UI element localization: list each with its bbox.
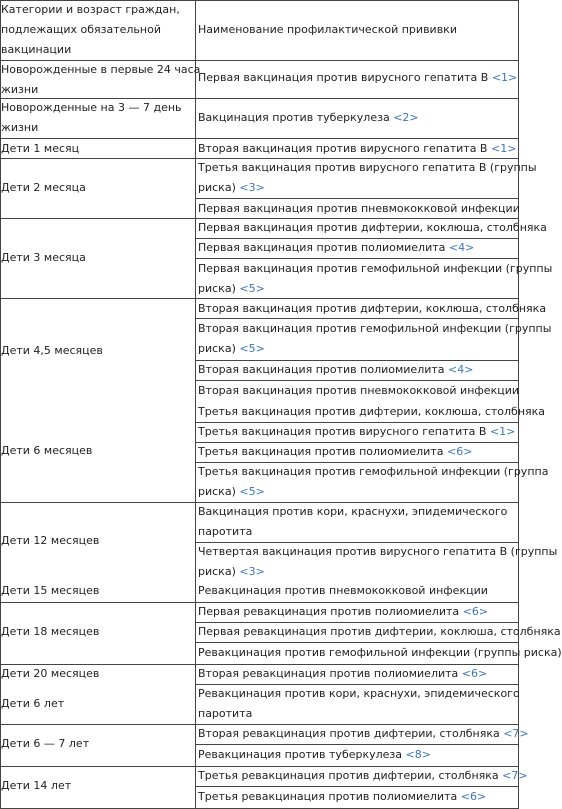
- vaccination-cell: [198, 766, 528, 786]
- vaccination-cell: [198, 319, 551, 359]
- vaccination-text: Четвертая вакцинация против вирусного гепатита В (группы: [198, 545, 558, 558]
- header-category-line: Категории и возраст граждан,: [1, 3, 180, 16]
- category-cell: Дети 20 месяцев: [1, 667, 100, 680]
- vaccination-text: Третья вакцинация против вирусного гепатита В (группы: [198, 161, 537, 174]
- vaccination-text: Третья вакцинация против полиомиелита: [198, 445, 447, 458]
- vaccination-cell: [198, 724, 529, 744]
- vaccination-text: Ревакцинация против кори, краснухи, эпидемического: [198, 687, 520, 700]
- vaccination-cell: Первая вакцинация против дифтерии, коклюша, столбняка: [198, 221, 547, 234]
- vaccination-text: риска): [198, 181, 240, 194]
- footnote-link[interactable]: <6>: [446, 445, 473, 458]
- vaccination-cell: [198, 360, 473, 380]
- vaccination-text: Третья ревакцинация против дифтерии, столбняка: [198, 769, 503, 782]
- vaccination-text: Вторая ревакцинация против полиомиелита: [198, 667, 462, 680]
- vaccination-cell: [198, 462, 548, 502]
- vaccination-text: Вторая вакцинация против полиомиелита: [198, 363, 449, 376]
- vaccination-cell: [198, 502, 507, 542]
- column-divider: [195, 0, 196, 809]
- category-cell: Дети 18 месяцев: [1, 625, 100, 638]
- vaccination-cell: Третья вакцинация против дифтерии, коклюша, столбняка: [198, 405, 546, 418]
- footnote-link[interactable]: <4>: [448, 241, 475, 254]
- footnote-link[interactable]: <7>: [503, 727, 529, 740]
- header-category-line: подлежащих обязательной: [1, 23, 161, 36]
- header-vaccination: [198, 20, 457, 40]
- vaccination-cell: [198, 158, 537, 198]
- header-category-line: вакцинации: [1, 43, 72, 56]
- footnote-link[interactable]: <1>: [491, 71, 518, 84]
- vaccination-text: риска): [198, 565, 240, 578]
- vaccination-text: Вторая вакцинация против вирусного гепатита В: [198, 142, 491, 155]
- vaccination-text: риска): [198, 485, 240, 498]
- category-cell: Дети 3 месяца: [1, 251, 86, 264]
- vaccination-cell: Вторая вакцинация против дифтерии, коклюша, столбняка: [198, 302, 547, 315]
- vaccination-cell: [198, 442, 472, 462]
- vaccination-text: Первая вакцинация против полиомиелита: [198, 241, 449, 254]
- vaccination-text: Первая вакцинация против вирусного гепатита В: [198, 71, 492, 84]
- vaccination-cell: [198, 684, 520, 724]
- footnote-link[interactable]: <8>: [405, 748, 431, 761]
- vaccination-text: паротита: [198, 707, 253, 720]
- footnote-link[interactable]: <1>: [489, 425, 516, 438]
- vaccination-text: Ревакцинация против туберкулеза: [198, 748, 406, 761]
- footnote-link[interactable]: <3>: [239, 181, 265, 194]
- footnote-link[interactable]: <4>: [448, 363, 474, 376]
- vaccination-text: Вторая ревакцинация против дифтерии, столбняка: [198, 727, 504, 740]
- vaccination-cell: [198, 787, 486, 807]
- category-cell: [1, 60, 200, 100]
- category-cell: Дети 2 месяца: [1, 181, 86, 194]
- vaccination-cell: [198, 422, 515, 442]
- category-cell: Дети 6 лет: [1, 697, 65, 710]
- vaccination-text: Вакцинация против туберкулеза: [198, 111, 394, 124]
- category-cell: Дети 4,5 месяцев: [1, 344, 103, 357]
- footnote-link[interactable]: <2>: [393, 111, 419, 124]
- vaccination-text: Вакцинация против кори, краснухи, эпидемического: [198, 505, 508, 518]
- vaccination-cell: [198, 664, 487, 684]
- vaccination-text: Третья вакцинация против вирусного гепатита В: [198, 425, 490, 438]
- category-line: Новорожденные в первые 24 часа: [1, 63, 201, 76]
- vaccination-text: Третья вакцинация против гемофильной инфекции (группа: [198, 465, 549, 478]
- vaccination-cell: Первая ревакцинация против дифтерии, коклюша, столбняка: [198, 625, 561, 638]
- category-cell: [1, 98, 182, 138]
- vaccination-cell: Ревакцинация против пневмококковой инфекции: [198, 584, 488, 597]
- vaccination-cell: [198, 68, 517, 88]
- footnote-link[interactable]: <6>: [462, 605, 489, 618]
- vaccination-cell: Вторая вакцинация против пневмококковой инфекции: [198, 384, 520, 397]
- footnote-link[interactable]: <5>: [239, 485, 265, 498]
- category-cell: Дети 6 — 7 лет: [1, 737, 90, 750]
- footnote-link[interactable]: <1>: [490, 142, 517, 155]
- footnote-link[interactable]: <7>: [502, 769, 528, 782]
- vaccination-cell: [198, 542, 557, 582]
- vaccination-cell: [198, 139, 516, 159]
- footnote-link[interactable]: <5>: [239, 342, 265, 355]
- footnote-link[interactable]: <6>: [460, 790, 487, 803]
- category-cell: Дети 12 месяцев: [1, 534, 100, 547]
- footnote-link[interactable]: <6>: [461, 667, 488, 680]
- vaccination-cell: [198, 259, 552, 299]
- vaccination-cell: [198, 602, 488, 622]
- category-cell: Дети 6 месяцев: [1, 444, 93, 457]
- vaccination-text: риска): [198, 342, 240, 355]
- vaccination-text: риска): [198, 282, 240, 295]
- vaccination-text: Первая вакцинация против гемофильной инфекции (группы: [198, 262, 553, 275]
- header-category: [1, 0, 180, 60]
- footnote-link[interactable]: <5>: [239, 282, 265, 295]
- vaccination-text: Первая ревакцинация против полиомиелита: [198, 605, 463, 618]
- category-line: жизни: [1, 121, 39, 134]
- category-cell: Дети 14 лет: [1, 779, 72, 792]
- vaccination-cell: Ревакцинация против гемофильной инфекции (группы риска): [198, 646, 562, 659]
- header-vaccination-label: Наименование профилактической прививки: [198, 23, 457, 36]
- vaccination-text: паротита: [198, 525, 253, 538]
- vaccination-cell: [198, 238, 474, 258]
- vaccination-text: Третья ревакцинация против полиомиелита: [198, 790, 461, 803]
- category-line: жизни: [1, 83, 39, 96]
- footnote-link[interactable]: <3>: [239, 565, 265, 578]
- category-line: Новорожденные на 3 — 7 день: [1, 101, 182, 114]
- category-cell: Дети 15 месяцев: [1, 584, 100, 597]
- vaccination-cell: [198, 745, 431, 765]
- vaccination-text: Вторая вакцинация против гемофильной инфекции (группы: [198, 322, 552, 335]
- vaccination-cell: [198, 108, 419, 128]
- category-cell: Дети 1 месяц: [1, 142, 80, 155]
- vaccination-cell: Первая вакцинация против пневмококковой инфекции: [198, 202, 520, 215]
